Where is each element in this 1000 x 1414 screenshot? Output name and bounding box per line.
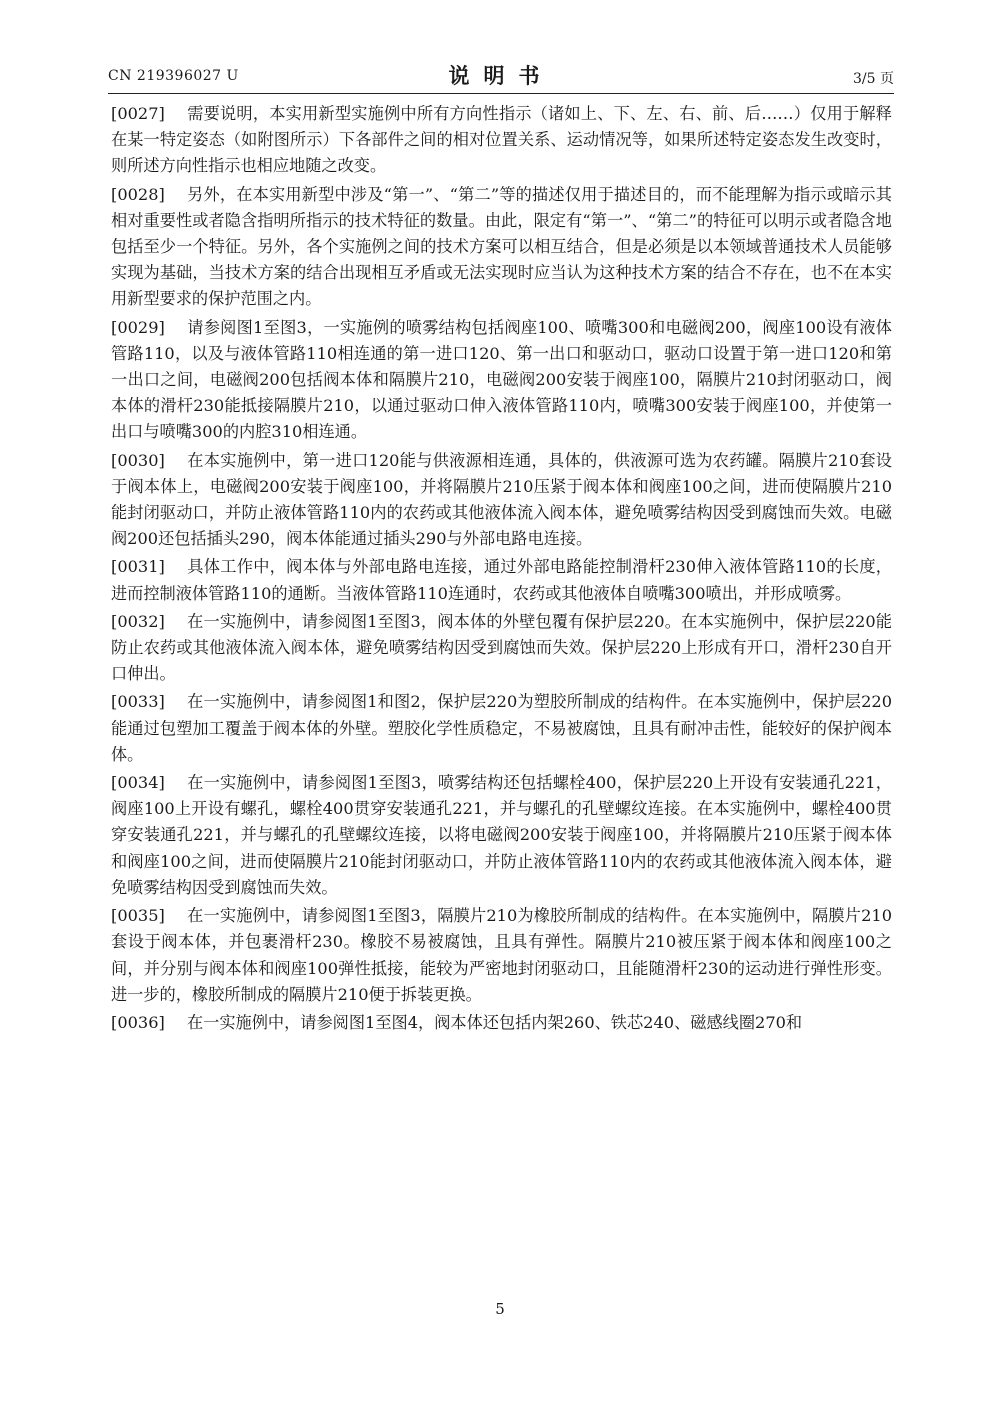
document-body: [111, 101, 892, 1038]
paragraph-number: [0029]: [111, 317, 165, 337]
paragraph: [111, 609, 892, 688]
paragraph: [111, 554, 892, 606]
paragraph-text: 在一实施例中，请参阅图1至图3，喷雾结构还包括螺栓400，保护层220上开设有安装通孔221，阀座100上开设有螺孔，螺栓400贯穿安装通孔221，并与螺孔的孔壁螺纹连接。在本实施例中，螺栓400贯穿安装通孔221，并与螺孔的孔壁螺纹连接，以将电磁阀200安装于阀座100，并将隔膜片210压紧于阀本体和阀座100之间，进而使隔膜片210能封闭驱动口，并防止液体管路110内的农药或其他液体流入阀本体，避免喷雾结构因受到腐蚀而失效。: [111, 773, 892, 897]
paragraph-text: 在一实施例中，请参阅图1至图4，阀本体还包括内架260、铁芯240、磁感线圈270和: [187, 1012, 803, 1032]
paragraph-text: 在本实施例中，第一进口120能与供液源相连通，具体的，供液源可选为农药罐。隔膜片210套设于阀本体上，电磁阀200安装于阀座100，并将隔膜片210压紧于阀本体和阀座100之间，进而使隔膜片210能封闭驱动口，并防止液体管路110内的农药或其他液体流入阀本体，避免喷雾结构因受到腐蚀而失效。电磁阀200还包括插头290，阀本体能通过插头290与外部电路电连接。: [111, 450, 892, 549]
paragraph: [111, 101, 892, 180]
paragraph-text: 需要说明，本实用新型实施例中所有方向性指示（诸如上、下、左、右、前、后……）仅用于解释在某一特定姿态（如附图所示）下各部件之间的相对位置关系、运动情况等，如果所述特定姿态发生改变时，则所述方向性指示也相应地随之改变。: [111, 104, 892, 176]
header-divider: [108, 93, 894, 94]
paragraph-number: [0036]: [111, 1012, 165, 1032]
paragraph: [111, 770, 892, 901]
page-header: [108, 60, 894, 94]
paragraph-text: 在一实施例中，请参阅图1至图3，隔膜片210为橡胶所制成的结构件。在本实施例中，隔膜片210套设于阀本体，并包裹滑杆230。橡胶不易被腐蚀，且具有弹性。隔膜片210被压紧于阀本体和阀座100之间，并分别与阀本体和阀座100弹性抵接，能较为严密地封闭驱动口，且能随滑杆230的运动进行弹性形变。进一步的，橡胶所制成的隔膜片210便于拆装更换。: [111, 906, 892, 1004]
paragraph: [111, 689, 892, 768]
paragraph: [111, 315, 892, 446]
paragraph-number: [0033]: [111, 692, 165, 712]
paragraph-number: [0028]: [111, 184, 165, 204]
paragraph: [111, 903, 892, 1008]
publication-number: CN 219396027 U: [108, 68, 239, 84]
paragraph-number: [0035]: [111, 906, 165, 926]
paragraph: [111, 448, 892, 553]
paragraph-text: 在一实施例中，请参阅图1和图2，保护层220为塑胶所制成的结构件。在本实施例中，保护层220能通过包塑加工覆盖于阀本体的外壁。塑胶化学性质稳定，不易被腐蚀，且具有耐冲击性，能较好的保护阀本体。: [111, 692, 892, 764]
paragraph: [111, 1010, 892, 1036]
document-title: 说明书: [448, 63, 554, 88]
paragraph-number: [0031]: [111, 557, 165, 577]
paragraph: [111, 182, 892, 313]
paragraph-number: [0034]: [111, 773, 165, 793]
paragraph-number: [0032]: [111, 611, 165, 631]
paragraph-number: [0030]: [111, 450, 165, 470]
page-number: 5: [495, 1300, 505, 1318]
paragraph-text: 请参阅图1至图3，一实施例的喷雾结构包括阀座100、喷嘴300和电磁阀200，阀座100设有液体管路110，以及与液体管路110相连通的第一进口120、第一出口和驱动口，驱动口设置于第一进口120和第一出口之间，电磁阀200包括阀本体和隔膜片210，电磁阀200安装于阀座100，隔膜片210封闭驱动口，阀本体的滑杆230能抵接隔膜片210，以通过驱动口伸入液体管路110内，喷嘴300安装于阀座100，并使第一出口与喷嘴300的内腔310相连通。: [111, 317, 892, 442]
paragraph-text: 另外，在本实用新型中涉及“第一”、“第二”等的描述仅用于描述目的，而不能理解为指示或暗示其相对重要性或者隐含指明所指示的技术特征的数量。由此，限定有“第一”、“第二”的特征可以明示或者隐含地包括至少一个特征。另外，各个实施例之间的技术方案可以相互结合，但是必须是以本领域普通技术人员能够实现为基础，当技术方案的结合出现相互矛盾或无法实现时应当认为这种技术方案的结合不存在，也不在本实用新型要求的保护范围之内。: [111, 184, 892, 309]
page-indicator: 3/5 页: [853, 71, 894, 87]
paragraph-text: 具体工作中，阀本体与外部电路电连接，通过外部电路能控制滑杆230伸入液体管路110的长度，进而控制液体管路110的通断。当液体管路110连通时，农药或其他液体自喷嘴300喷出，并形成喷雾。: [111, 557, 892, 603]
paragraph-text: 在一实施例中，请参阅图1至图3，阀本体的外壁包覆有保护层220。在本实施例中，保护层220能防止农药或其他液体流入阀本体，避免喷雾结构因受到腐蚀而失效。保护层220上形成有开口，滑杆230自开口伸出。: [111, 611, 892, 684]
paragraph-number: [0027]: [111, 104, 165, 123]
